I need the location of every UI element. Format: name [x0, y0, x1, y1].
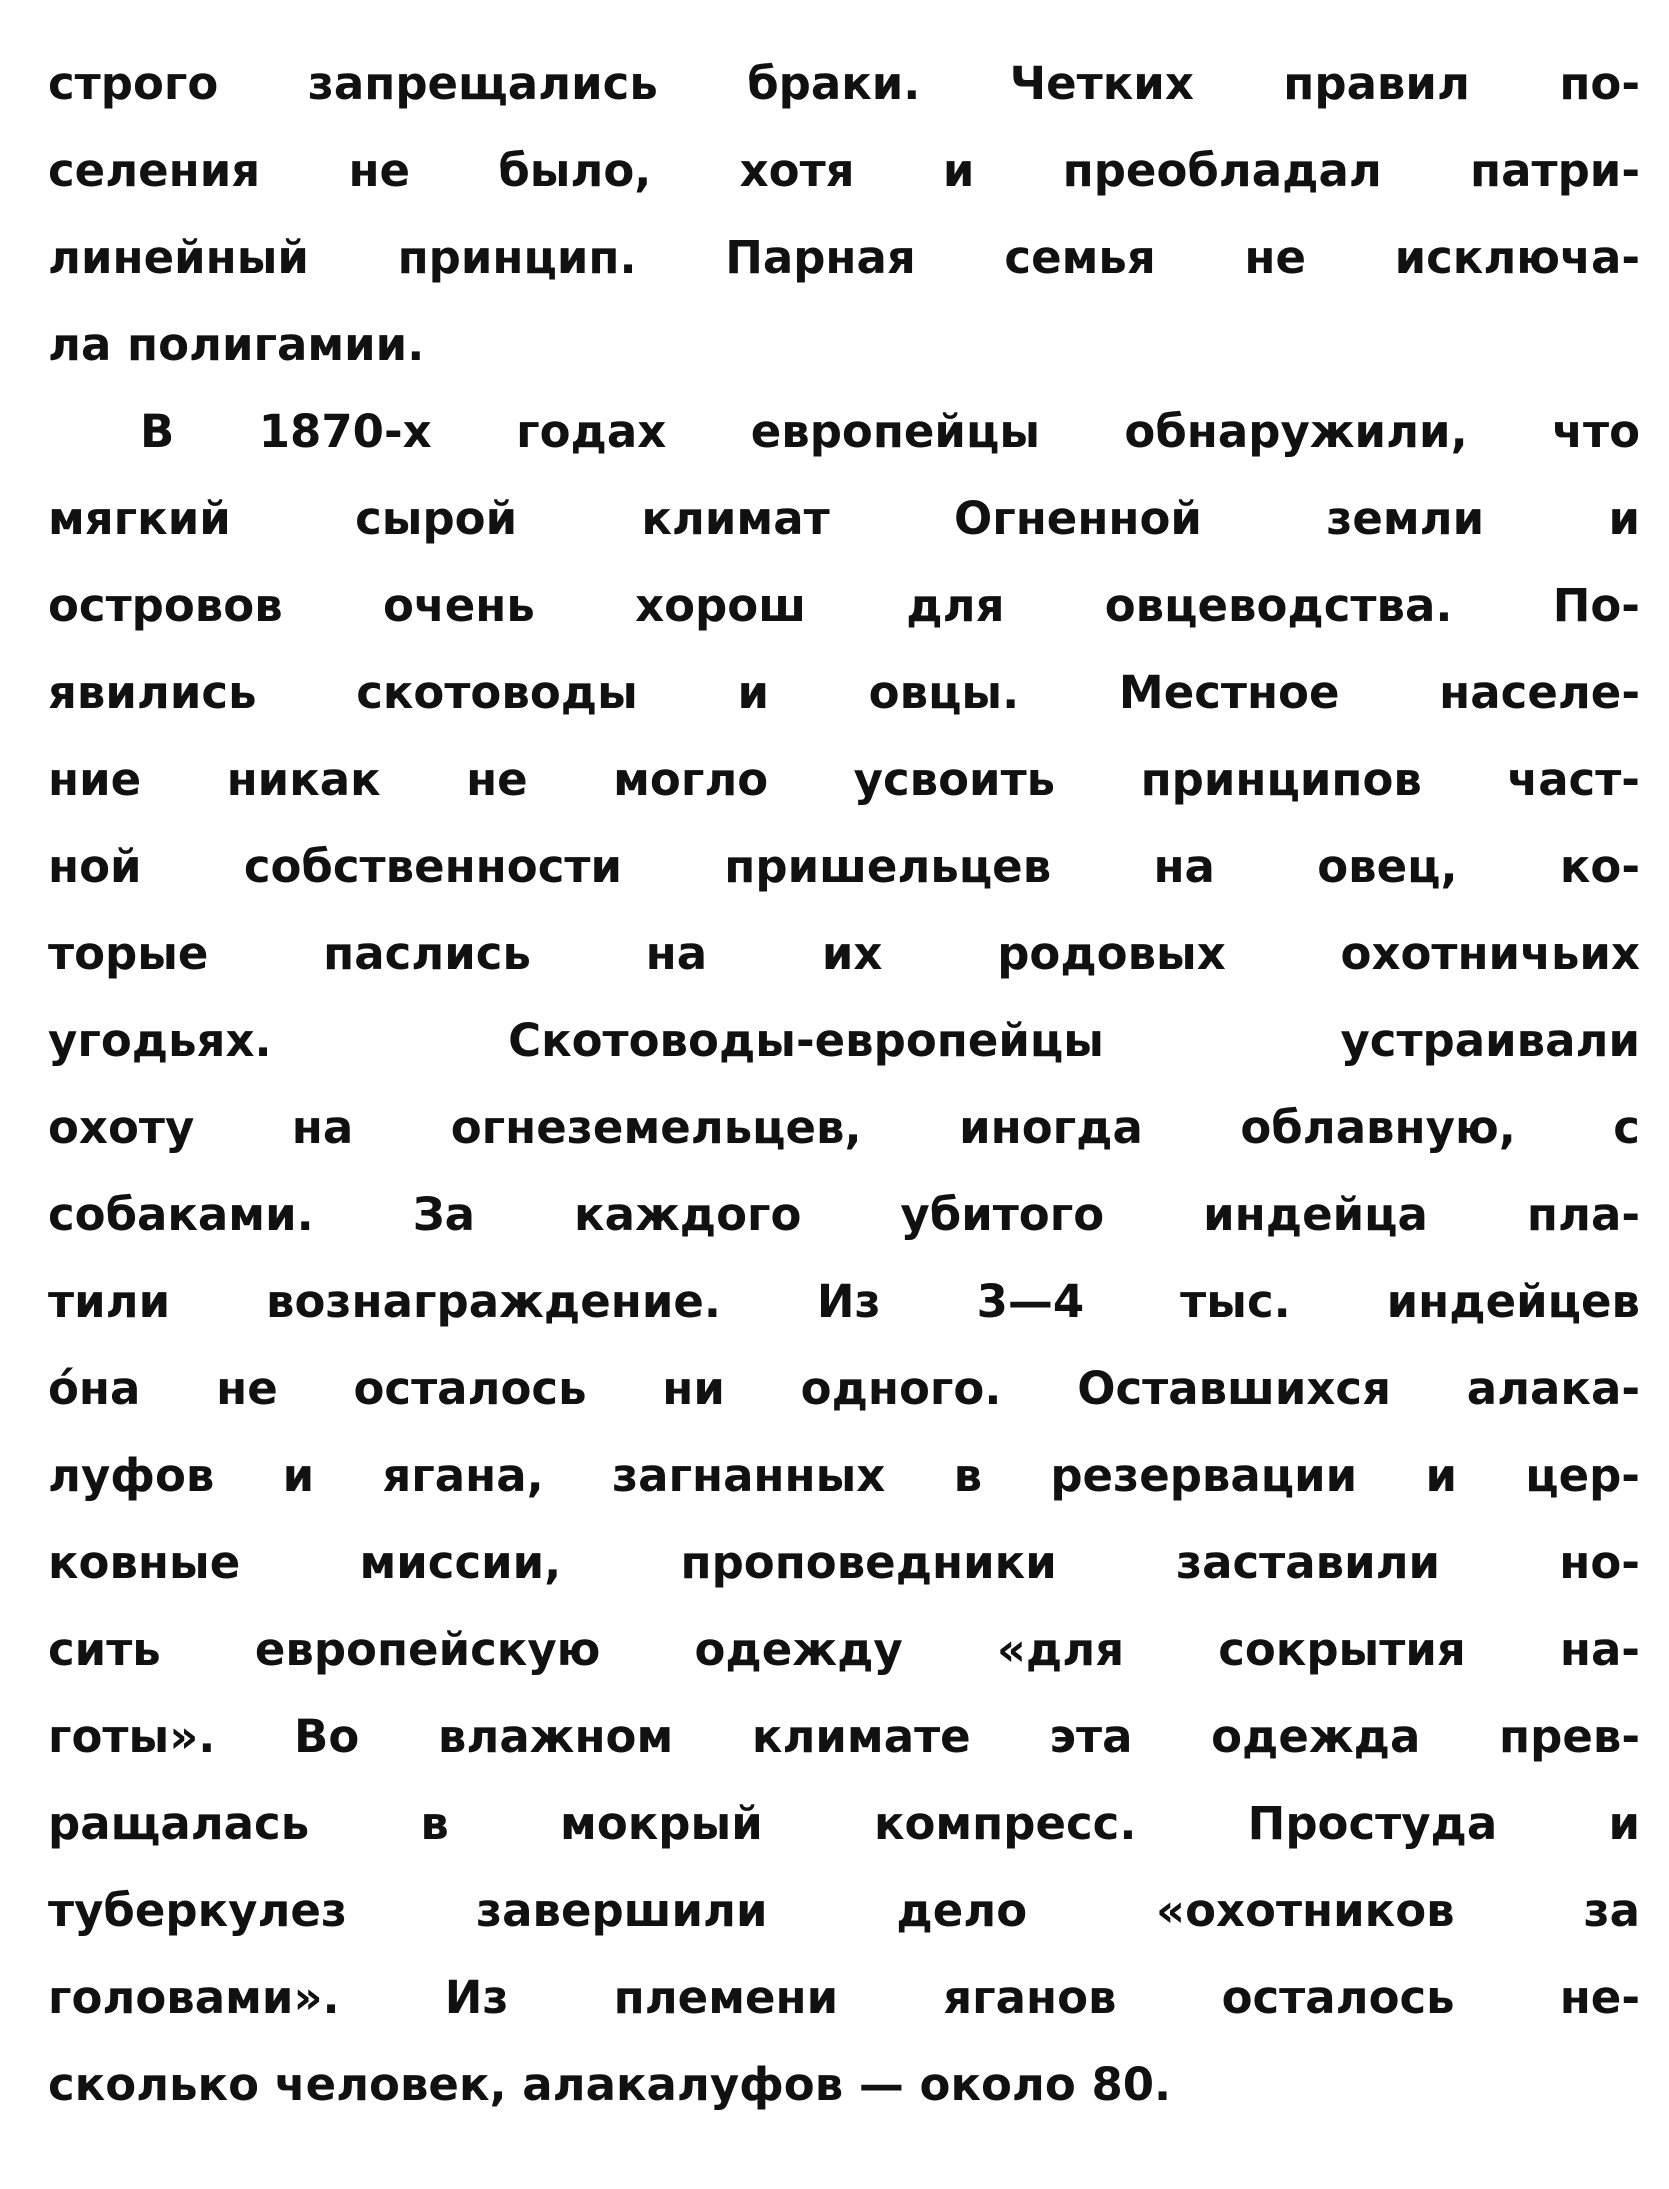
text-line: мягкий сырой климат Огненной земли и — [48, 492, 1640, 545]
text-line: линейный принцип. Парная семья не исключа- — [48, 231, 1640, 284]
text-line: торые паслись на их родовых охотничьих — [48, 927, 1640, 980]
text-line: ла полигамии. — [48, 318, 425, 371]
document-page — [48, 40, 1640, 2128]
text-line: строго запрещались браки. Четких правил по- — [48, 57, 1640, 110]
text-line: сколько человек, алакалуфов — около 80. — [48, 2058, 1172, 2111]
text-line: ращалась в мокрый компресс. Простуда и — [48, 1797, 1640, 1850]
text-line: В 1870-х годах европейцы обнаружили, что — [140, 405, 1640, 458]
text-line: ние никак не могло усвоить принципов част- — [48, 753, 1640, 806]
text-line: головами». Из племени яганов осталось не- — [48, 1971, 1640, 2024]
text-line: сить европейскую одежду «для сокрытия на- — [48, 1623, 1640, 1676]
text-line: островов очень хорош для овцеводства. По- — [48, 579, 1640, 632]
paragraph-1 — [48, 40, 1640, 388]
text-line: ковные миссии, проповедники заставили но- — [48, 1536, 1640, 1589]
text-line: селения не было, хотя и преобладал патри- — [48, 144, 1640, 197]
text-line: ной собственности пришельцев на овец, ко- — [48, 840, 1640, 893]
text-line: охоту на огнеземельцев, иногда облавную, с — [48, 1101, 1640, 1154]
text-line: луфов и ягана, загнанных в резервации и цер- — [48, 1449, 1640, 1502]
text-line: туберкулез завершили дело «охотников за — [48, 1884, 1640, 1937]
text-line: явились скотоводы и овцы. Местное населе- — [48, 666, 1640, 719]
text-line: готы». Во влажном климате эта одежда прев- — [48, 1710, 1640, 1763]
text-line: тили вознаграждение. Из 3—4 тыс. индейцев — [48, 1275, 1640, 1328]
paragraph-2 — [48, 388, 1640, 2128]
text-line: собаками. За каждого убитого индейца пла- — [48, 1188, 1640, 1241]
text-line: угодьях. Скотоводы-европейцы устраивали — [48, 1014, 1640, 1067]
text-line: óна не осталось ни одного. Оставшихся алака- — [48, 1362, 1640, 1415]
